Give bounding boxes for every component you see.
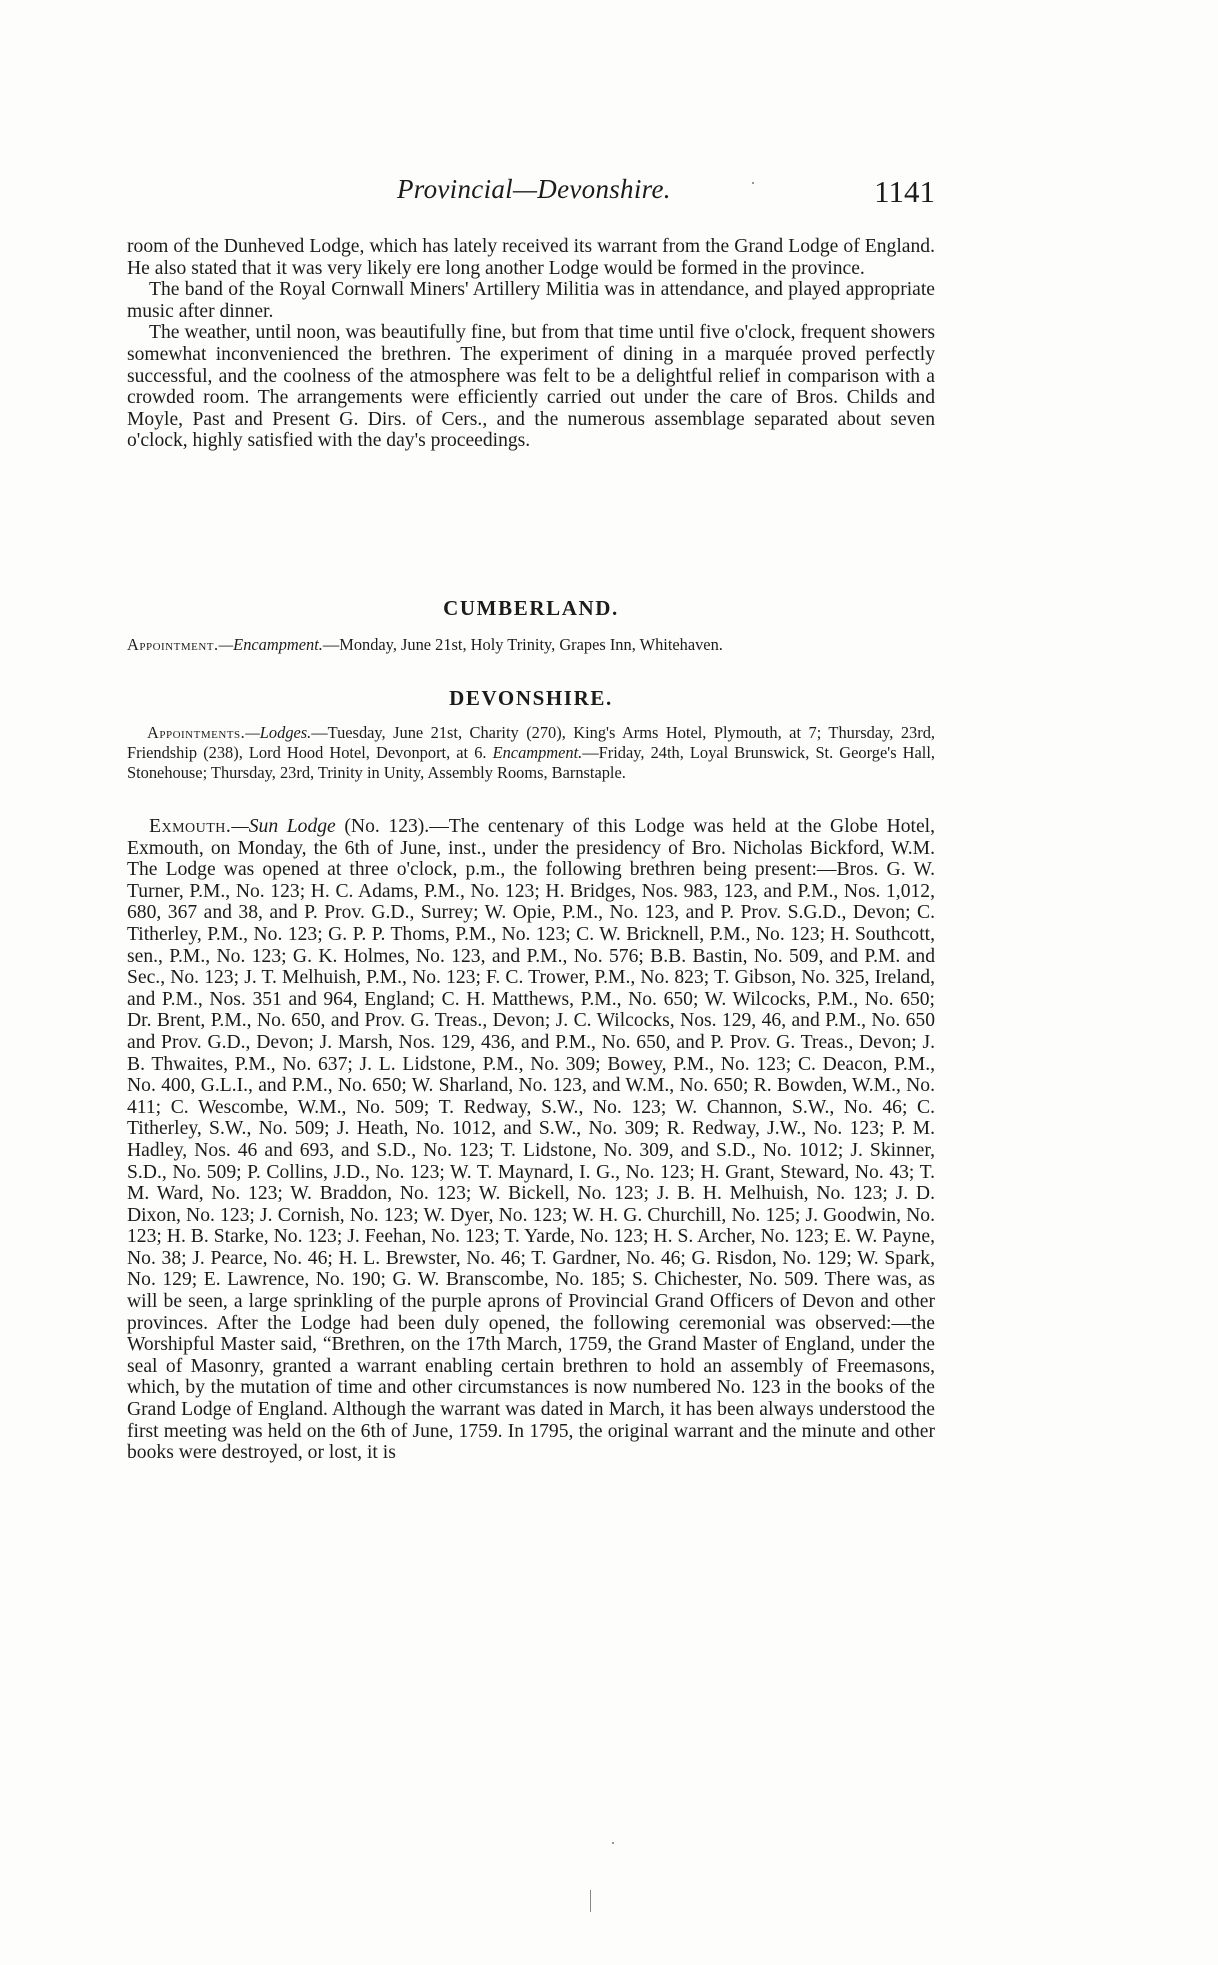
exmouth-place: Exmouth. — [149, 816, 232, 837]
printer-mark — [590, 1890, 591, 1912]
page-number: 1141 — [874, 174, 935, 209]
continuation-paragraph-3: The weather, until noon, was beautifully fine, but from that time until five o'clock, frequent showers somewhat inconvenienced the brethren. The experiment of dining in a marquée proved perfectly successful, and the coolness of the atmosphere was felt to be a delightful relief in comparison with a crowded room. The arrangements were efficiently carried out under the care of Bros. Childs and Moyle, Past and Present G. Dirs. of Cers., and the numerous assemblage separated about seven o'clock, highly satisfied with the day's proceedings. — [127, 322, 935, 452]
appointment-label: Appointment. — [127, 635, 219, 654]
cumberland-appointment-text: —Monday, June 21st, Holy Trinity, Grapes Inn, Whitehaven. — [322, 635, 723, 654]
print-speck — [612, 1842, 614, 1844]
running-title: Provincial—Devonshire. — [397, 174, 671, 204]
encampment-label: Encampment. — [492, 743, 583, 762]
continuation-paragraph-2: The band of the Royal Cornwall Miners' Artillery Militia was in attendance, and played appropriate music after dinner. — [127, 279, 935, 322]
continuation-paragraph-1: room of the Dunheved Lodge, which has lately received its warrant from the Grand Lodge of England. He also stated that it was very likely ere long another Lodge would be formed in the province. — [127, 236, 935, 279]
devonshire-appointments-text-b: —Friday, 24th, Loyal Brunswick, St. George's Hall, Stonehouse; Thursday, 23rd, Trinity in Unity, Assembly Rooms, Barnstaple. — [127, 743, 935, 782]
devonshire-appointments — [127, 723, 935, 783]
print-speck — [752, 182, 754, 184]
continuation-section — [127, 236, 935, 452]
devonshire-appointments-text-a: —Tuesday, June 21st, Charity (270), King's Arms Hotel, Plymouth, at 7; Thursday, 23rd, Friendship (238), Lord Hood Hotel, Devonport, at 6. — [127, 723, 935, 762]
page-header — [127, 174, 935, 214]
exmouth-paragraph — [127, 816, 935, 1464]
section-title-devonshire: DEVONSHIRE. — [449, 686, 613, 710]
devonshire-section — [127, 686, 935, 783]
sun-lodge-name: —Sun Lodge — [231, 816, 336, 837]
section-title-cumberland: CUMBERLAND. — [443, 596, 619, 620]
appointments-label: Appointments. — [147, 723, 246, 742]
encampment-label: —Encampment. — [218, 635, 323, 654]
exmouth-section — [127, 816, 935, 1464]
lodges-label: —Lodges. — [245, 723, 312, 742]
cumberland-appointment — [127, 635, 935, 655]
exmouth-text: (No. 123).—The centenary of this Lodge was held at the Globe Hotel, Exmouth, on Monday, the 6th of June, inst., under the presidency of Bro. Nicholas Bickford, W.M. The Lodge was opened at three o'clock, p.m., the following brethren being present:—Bros. G. W. Turner, P.M., No. 123; H. C. Adams, P.M., No. 123; H. Bridges, Nos. 983, 123, and P.M., Nos. 1,012, 680, 367 and 38, and P. Prov. G.D., Surrey; W. Opie, P.M., No. 123, and P. Prov. S.G.D., Devon; C. Titherley, P.M., No. 123; G. P. P. Thoms, P.M., No. 123; C. W. Bricknell, P.M., No. 123; H. Southcott, sen., P.M., No. 123; G. K. Holmes, No. 123, and P.M., No. 576; B.B. Bastin, No. 509, and P.M. and Sec., No. 123; J. T. Melhuish, P.M., No. 123; F. C. Trower, P.M., No. 823; T. Gibson, No. 325, Ireland, and P.M., Nos. 351 and 964, England; C. H. Matthews, P.M., No. 650; W. Wilcocks, P.M., No. 650; Dr. Brent, P.M., No. 650, and Prov. G. Treas., Devon; J. C. Wilcocks, Nos. 129, 46, and P.M., No. 650 and Prov. G.D., Devon; J. Marsh, Nos. 129, 436, and P.M., No. 650, and P. Prov. G. Treas., Devon; J. B. Thwaites, P.M., No. 637; J. L. Lidstone, P.M., No. 309; Bowey, P.M., No. 123; C. Deacon, P.M., No. 400, G.L.I., and P.M., No. 650; W. Sharland, No. 123, and W.M., No. 650; R. Bowden, W.M., No. 411; C. Wescombe, W.M., No. 509; T. Redway, S.W., No. 123; W. Channon, S.W., No. 46; C. Titherley, S.W., No. 509; J. Heath, No. 1012, and S.W., No. 309; R. Redway, J.W., No. 123; P. M. Hadley, Nos. 46 and 693, and S.D., No. 123; T. Lidstone, No. 309, and S.D., No. 1012; J. Skinner, S.D., No. 509; P. Collins, J.D., No. 123; W. T. Maynard, I. G., No. 123; H. Grant, Steward, No. 43; T. M. Ward, No. 123; W. Braddon, No. 123; W. Bickell, No. 123; J. B. H. Melhuish, No. 123; J. D. Dixon, No. 123; J. Cornish, No. 123; W. Dyer, No. 123; W. H. G. Churchill, No. 125; J. Goodwin, No. 123; H. B. Starke, No. 123; J. Feehan, No. 123; T. Yarde, No. 123; H. S. Archer, No. 123; E. W. Payne, No. 38; J. Pearce, No. 46; H. L. Brewster, No. 46; T. Gardner, No. 46; G. Risdon, No. 129; W. Spark, No. 129; E. Lawrence, No. 190; G. W. Branscombe, No. 185; S. Chichester, No. 509. There was, as will be seen, a large sprinkling of the purple aprons of Provincial Grand Officers of Devon and other provinces. After the Lodge had been duly opened, the following ceremonial was observed:—the Worshipful Master said, “Brethren, on the 17th March, 1759, the Grand Master of England, under the seal of Masonry, granted a warrant enabling certain brethren to hold an assembly of Freemasons, which, by the mutation of time and other circumstances is now numbered No. 123 in the books of the Grand Lodge of England. Although the warrant was dated in March, it has been always understood the first meeting was held on the 6th of June, 1759. In 1795, the original warrant and the minute and other books were destroyed, or lost, it is — [127, 816, 935, 1464]
cumberland-section — [127, 596, 935, 655]
